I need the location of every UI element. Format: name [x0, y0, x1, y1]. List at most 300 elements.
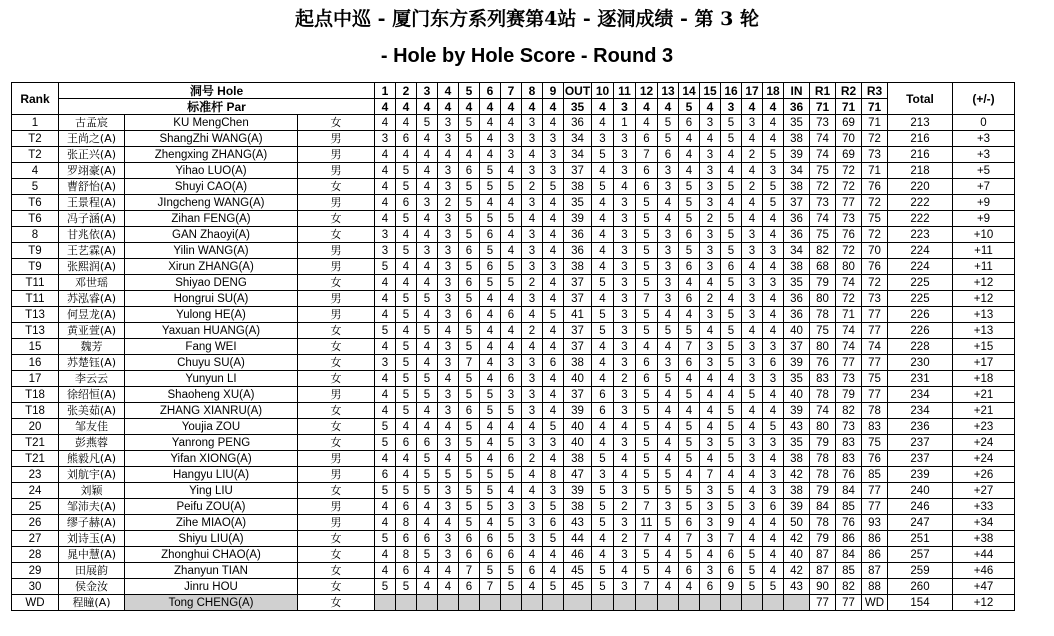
total-cell: 239: [888, 467, 953, 483]
hole-number-cell: 10: [592, 83, 614, 99]
score-cell: 4: [396, 147, 417, 163]
score-cell: 3: [700, 339, 721, 355]
score-cell: 4: [375, 211, 396, 227]
score-cell: 38: [784, 131, 810, 147]
rank-cell: 15: [12, 339, 59, 355]
score-cell: 75: [810, 227, 836, 243]
gender-cell: 女: [298, 531, 375, 547]
total-cell: 223: [888, 227, 953, 243]
score-cell: 77: [862, 355, 888, 371]
player-name-en: Jinru HOU: [125, 579, 298, 595]
score-cell: 3: [522, 163, 543, 179]
score-cell: 34: [784, 243, 810, 259]
score-cell: 4: [742, 195, 763, 211]
score-cell: 34: [784, 163, 810, 179]
score-cell: 5: [417, 451, 438, 467]
score-cell: 4: [480, 371, 501, 387]
score-cell: 5: [459, 195, 480, 211]
total-cell: 257: [888, 547, 953, 563]
score-cell: 3: [763, 467, 784, 483]
score-cell: 4: [700, 387, 721, 403]
score-cell: [742, 595, 763, 611]
score-cell: 4: [700, 419, 721, 435]
score-cell: 3: [614, 227, 636, 243]
score-cell: 5: [375, 435, 396, 451]
hole-number-cell: IN: [784, 83, 810, 99]
plusminus-cell: +17: [953, 355, 1015, 371]
score-cell: 4: [742, 211, 763, 227]
score-cell: 36: [784, 211, 810, 227]
score-cell: 39: [564, 403, 592, 419]
gender-cell: 男: [298, 131, 375, 147]
plusminus-cell: +12: [953, 291, 1015, 307]
score-cell: 73: [810, 115, 836, 131]
player-name-cn: 缪子赫(A): [59, 515, 125, 531]
score-cell: 4: [700, 275, 721, 291]
score-cell: 73: [862, 291, 888, 307]
score-cell: 86: [836, 531, 862, 547]
player-row: [12, 323, 1015, 339]
score-cell: 4: [480, 131, 501, 147]
score-cell: 3: [742, 115, 763, 131]
score-cell: 5: [742, 563, 763, 579]
score-cell: 4: [592, 115, 614, 131]
score-cell: 5: [459, 323, 480, 339]
total-cell: 154: [888, 595, 953, 611]
score-cell: 4: [501, 339, 522, 355]
gender-cell: 男: [298, 451, 375, 467]
score-cell: 5: [721, 499, 742, 515]
hole-number-cell: OUT: [564, 83, 591, 98]
player-row: [12, 547, 1015, 563]
score-cell: 3: [438, 403, 459, 419]
score-cell: 3: [522, 435, 543, 451]
score-cell: 6: [459, 163, 480, 179]
score-cell: 4: [658, 387, 679, 403]
score-cell: 3: [614, 259, 636, 275]
score-cell: 5: [480, 483, 501, 499]
total-cell: 216: [888, 131, 953, 147]
gender-cell: 男: [298, 467, 375, 483]
score-cell: 76: [862, 179, 888, 195]
score-cell: 3: [742, 371, 763, 387]
score-cell: 8: [396, 515, 417, 531]
page-subtitle: - Hole by Hole Score - Round 3: [380, 45, 674, 67]
score-cell: 73: [836, 419, 862, 435]
total-cell: 247: [888, 515, 953, 531]
rank-cell: WD: [12, 595, 59, 611]
score-cell: 5: [501, 467, 522, 483]
score-cell: 7: [636, 499, 658, 515]
score-cell: 3: [438, 163, 459, 179]
score-cell: 5: [459, 387, 480, 403]
score-cell: 7: [480, 579, 501, 595]
player-name-cn: 彭燕蓉: [59, 435, 125, 451]
score-cell: 87: [810, 547, 836, 563]
score-cell: 4: [417, 307, 438, 323]
score-cell: 4: [658, 547, 679, 563]
score-cell: 4: [417, 147, 438, 163]
score-cell: 5: [636, 467, 658, 483]
score-cell: 71: [836, 307, 862, 323]
score-cell: 5: [721, 131, 742, 147]
score-cell: 5: [375, 323, 396, 339]
total-cell: 236: [888, 419, 953, 435]
total-cell: 251: [888, 531, 953, 547]
score-cell: 4: [679, 371, 700, 387]
plusminus-cell: +13: [953, 323, 1015, 339]
plusminus-cell: +12: [953, 275, 1015, 291]
score-cell: 44: [564, 531, 592, 547]
score-cell: 3: [658, 275, 679, 291]
score-cell: 3: [763, 243, 784, 259]
player-name-en: Zhengxing ZHANG(A): [125, 147, 298, 163]
score-cell: 4: [679, 467, 700, 483]
total-cell: 230: [888, 355, 953, 371]
rank-cell: T13: [12, 323, 59, 339]
score-cell: 2: [742, 179, 763, 195]
score-cell: 78: [862, 403, 888, 419]
score-cell: [564, 595, 592, 611]
score-cell: 4: [592, 163, 614, 179]
player-row: [12, 195, 1015, 211]
score-cell: 3: [763, 371, 784, 387]
score-cell: [636, 595, 658, 611]
score-cell: 35: [784, 435, 810, 451]
score-cell: 4: [480, 195, 501, 211]
score-cell: 3: [700, 163, 721, 179]
gender-cell: 男: [298, 195, 375, 211]
score-cell: 4: [543, 563, 564, 579]
score-table: [11, 82, 1015, 611]
score-cell: 4: [396, 275, 417, 291]
player-name-cn: 王艺霖(A): [59, 243, 125, 259]
score-cell: 4: [763, 451, 784, 467]
score-cell: 4: [543, 227, 564, 243]
score-cell: 4: [375, 307, 396, 323]
score-cell: 76: [810, 355, 836, 371]
rank-cell: T2: [12, 131, 59, 147]
gender-cell: 女: [298, 435, 375, 451]
score-cell: 5: [543, 179, 564, 195]
score-cell: 5: [459, 483, 480, 499]
hole-number-cell: 17: [742, 83, 763, 99]
score-cell: 4: [396, 419, 417, 435]
score-cell: 4: [592, 531, 614, 547]
player-name-cn: 何昱龙(A): [59, 307, 125, 323]
score-cell: 4: [375, 195, 396, 211]
total-header: Total: [888, 83, 953, 115]
score-cell: 4: [375, 563, 396, 579]
rank-cell: T11: [12, 275, 59, 291]
score-cell: 5: [763, 419, 784, 435]
score-cell: 3: [522, 355, 543, 371]
score-cell: 72: [810, 179, 836, 195]
score-cell: 3: [522, 115, 543, 131]
score-cell: 3: [658, 291, 679, 307]
rank-cell: T2: [12, 147, 59, 163]
plusminus-cell: +18: [953, 371, 1015, 387]
score-cell: 74: [810, 211, 836, 227]
score-cell: 5: [417, 387, 438, 403]
score-cell: 11: [636, 515, 658, 531]
plusminus-cell: +34: [953, 515, 1015, 531]
total-cell: 234: [888, 387, 953, 403]
score-cell: 9: [721, 515, 742, 531]
score-cell: 72: [862, 275, 888, 291]
score-cell: 76: [836, 515, 862, 531]
rank-cell: 24: [12, 483, 59, 499]
score-cell: 6: [459, 547, 480, 563]
score-cell: 5: [742, 387, 763, 403]
score-cell: 6: [636, 355, 658, 371]
score-cell: 3: [522, 195, 543, 211]
score-cell: 3: [742, 355, 763, 371]
score-cell: 4: [592, 355, 614, 371]
score-cell: 4: [658, 451, 679, 467]
score-cell: 4: [417, 419, 438, 435]
score-cell: 4: [543, 115, 564, 131]
score-cell: 72: [836, 291, 862, 307]
score-cell: 39: [784, 403, 810, 419]
score-cell: 7: [679, 339, 700, 355]
score-cell: 40: [784, 323, 810, 339]
score-cell: 4: [592, 195, 614, 211]
score-cell: 46: [564, 547, 592, 563]
total-cell: 228: [888, 339, 953, 355]
score-cell: 37: [784, 339, 810, 355]
score-cell: 5: [721, 435, 742, 451]
player-name-cn: 徐绍恒(A): [59, 387, 125, 403]
score-cell: 6: [501, 307, 522, 323]
player-name-en: Zhanyun TIAN: [125, 563, 298, 579]
player-row: [12, 371, 1015, 387]
player-name-en: Tong CHENG(A): [125, 595, 298, 611]
score-cell: 80: [810, 339, 836, 355]
score-cell: 79: [836, 387, 862, 403]
score-cell: 4: [742, 531, 763, 547]
score-cell: 78: [810, 515, 836, 531]
score-cell: 5: [459, 371, 480, 387]
score-cell: 40: [784, 547, 810, 563]
player-name-cn: 邓世瑶: [59, 275, 125, 291]
score-cell: 38: [784, 259, 810, 275]
score-cell: 5: [636, 323, 658, 339]
total-cell: 226: [888, 307, 953, 323]
score-cell: 4: [763, 323, 784, 339]
score-cell: 5: [459, 499, 480, 515]
score-cell: 37: [564, 163, 592, 179]
score-cell: 45: [564, 563, 592, 579]
player-name-en: Zihe MIAO(A): [125, 515, 298, 531]
score-cell: 2: [742, 147, 763, 163]
player-name-cn: 张美茹(A): [59, 403, 125, 419]
total-cell: 260: [888, 579, 953, 595]
score-cell: 4: [522, 307, 543, 323]
hole-number-cell: 12: [636, 83, 658, 99]
score-cell: 38: [784, 451, 810, 467]
score-cell: 5: [592, 451, 614, 467]
score-cell: 4: [480, 451, 501, 467]
score-cell: 4: [763, 115, 784, 131]
score-cell: 85: [836, 563, 862, 579]
score-cell: 4: [700, 547, 721, 563]
score-cell: 5: [592, 323, 614, 339]
score-cell: 6: [679, 259, 700, 275]
score-cell: 6: [636, 179, 658, 195]
score-cell: 5: [396, 243, 417, 259]
score-cell: 3: [742, 227, 763, 243]
score-cell: 4: [679, 275, 700, 291]
rank-cell: 4: [12, 163, 59, 179]
score-cell: 3: [592, 131, 614, 147]
score-cell: 4: [480, 307, 501, 323]
par-cell: 4: [763, 99, 784, 115]
score-cell: 39: [784, 147, 810, 163]
par-cell: 4: [417, 99, 438, 115]
score-cell: 5: [721, 355, 742, 371]
score-cell: 3: [658, 355, 679, 371]
score-cell: 4: [501, 291, 522, 307]
score-cell: 5: [480, 163, 501, 179]
hole-number-cell: 7: [501, 83, 522, 99]
score-cell: 3: [543, 131, 564, 147]
score-cell: 40: [564, 371, 592, 387]
player-name-cn: 王景程(A): [59, 195, 125, 211]
rank-cell: 27: [12, 531, 59, 547]
score-cell: 4: [522, 579, 543, 595]
score-cell: 3: [700, 515, 721, 531]
score-cell: 4: [501, 243, 522, 259]
score-cell: 5: [636, 259, 658, 275]
score-cell: 4: [614, 467, 636, 483]
score-cell: 75: [862, 211, 888, 227]
score-cell: 5: [459, 291, 480, 307]
score-cell: 4: [763, 131, 784, 147]
gender-cell: 女: [298, 419, 375, 435]
player-name-en: Fang WEI: [125, 339, 298, 355]
score-cell: 4: [375, 291, 396, 307]
score-cell: 7: [721, 531, 742, 547]
score-cell: 5: [459, 467, 480, 483]
score-cell: 5: [396, 339, 417, 355]
hole-number-cell: R3: [862, 83, 888, 99]
score-cell: 3: [438, 547, 459, 563]
rank-cell: T21: [12, 435, 59, 451]
score-cell: 4: [375, 547, 396, 563]
score-cell: 4: [375, 515, 396, 531]
score-cell: 4: [679, 307, 700, 323]
gender-cell: 女: [298, 371, 375, 387]
par-cell: 4: [522, 99, 543, 115]
player-name-cn: 王尚之(A): [59, 131, 125, 147]
score-cell: 5: [501, 435, 522, 451]
score-cell: 5: [679, 323, 700, 339]
score-cell: [375, 595, 396, 611]
par-cell: 5: [679, 99, 700, 115]
score-cell: 4: [742, 419, 763, 435]
par-cell: 4: [592, 99, 614, 115]
score-cell: 77: [836, 195, 862, 211]
hole-number-cell: 5: [459, 83, 480, 99]
score-cell: 5: [679, 243, 700, 259]
score-cell: 6: [396, 195, 417, 211]
rank-cell: 20: [12, 419, 59, 435]
score-cell: 5: [417, 115, 438, 131]
score-cell: 38: [784, 179, 810, 195]
score-cell: 6: [700, 579, 721, 595]
score-cell: [396, 595, 417, 611]
score-cell: 6: [679, 355, 700, 371]
score-cell: 3: [614, 387, 636, 403]
score-cell: 3: [438, 275, 459, 291]
score-cell: 5: [438, 467, 459, 483]
par-cell: 4: [501, 99, 522, 115]
score-cell: 4: [480, 435, 501, 451]
score-cell: 2: [522, 275, 543, 291]
score-cell: 4: [417, 259, 438, 275]
score-cell: [522, 595, 543, 611]
score-cell: [501, 595, 522, 611]
score-cell: 5: [679, 387, 700, 403]
score-cell: 84: [810, 499, 836, 515]
rank-cell: T9: [12, 243, 59, 259]
score-cell: 4: [543, 243, 564, 259]
player-name-cn: 邹友佳: [59, 419, 125, 435]
score-cell: 4: [700, 323, 721, 339]
score-cell: 5: [658, 483, 679, 499]
player-name-en: Yaxuan HUANG(A): [125, 323, 298, 339]
par-cell: 3: [614, 99, 636, 115]
hole-label: 洞号 Hole: [59, 83, 375, 99]
score-cell: 47: [564, 467, 592, 483]
score-cell: 3: [742, 499, 763, 515]
score-cell: 4: [543, 451, 564, 467]
player-name-cn: 邹沛夫(A): [59, 499, 125, 515]
score-cell: 77: [862, 483, 888, 499]
score-cell: 39: [564, 483, 592, 499]
score-cell: 5: [721, 403, 742, 419]
score-cell: 5: [480, 467, 501, 483]
score-cell: 3: [438, 499, 459, 515]
gender-cell: 女: [298, 179, 375, 195]
score-cell: 5: [459, 419, 480, 435]
score-cell: 5: [592, 579, 614, 595]
score-cell: 43: [564, 515, 592, 531]
score-cell: 6: [543, 515, 564, 531]
gender-cell: 女: [298, 211, 375, 227]
score-cell: 5: [721, 179, 742, 195]
score-cell: 6: [679, 291, 700, 307]
score-cell: 3: [522, 499, 543, 515]
score-cell: 6: [679, 227, 700, 243]
score-cell: 5: [658, 467, 679, 483]
score-cell: 5: [501, 531, 522, 547]
score-cell: 3: [438, 259, 459, 275]
score-cell: 3: [438, 227, 459, 243]
score-cell: 4: [636, 115, 658, 131]
score-cell: 4: [742, 259, 763, 275]
gender-cell: 男: [298, 499, 375, 515]
score-cell: 3: [438, 179, 459, 195]
score-cell: 39: [564, 211, 592, 227]
score-cell: 38: [564, 179, 592, 195]
score-cell: 72: [836, 179, 862, 195]
score-cell: 4: [658, 563, 679, 579]
rank-cell: T13: [12, 307, 59, 323]
score-cell: 40: [564, 419, 592, 435]
score-cell: 6: [763, 499, 784, 515]
